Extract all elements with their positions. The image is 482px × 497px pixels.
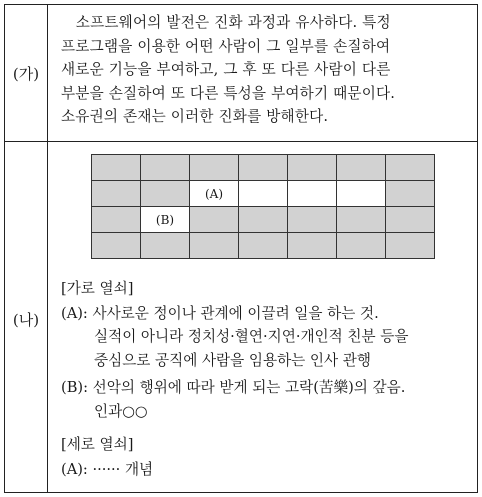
- across-clue-a: (A): 사사로운 정이나 관계에 이끌려 일을 하는 것.: [61, 305, 379, 322]
- across-clue-b-continued: 인과○○: [94, 403, 148, 420]
- passage-text: [61, 11, 473, 129]
- grid-cell-blank: [239, 181, 288, 207]
- grid-cell-shaded: [239, 233, 288, 259]
- grid-cell-blank: [288, 181, 337, 207]
- down-clue-a: (A): ······ 개념: [61, 461, 154, 478]
- row-label-ga: (가): [12, 65, 40, 83]
- grid-row: [92, 207, 435, 233]
- grid-cell-label: (B): [155, 212, 175, 227]
- grid-cell-shaded: [92, 207, 141, 233]
- passage-line: 소유권의 존재는 이러한 진화를 방해한다.: [61, 108, 329, 125]
- grid-cell-shaded: [141, 155, 190, 181]
- across-clue-b: (B): 선악의 행위에 따라 받게 되는 고락(苦樂)의 갚음.: [61, 379, 406, 396]
- grid-cell-shaded: [190, 207, 239, 233]
- grid-cell-shaded: [190, 155, 239, 181]
- grid-cell-blank: [190, 181, 239, 207]
- passage-line: 새로운 기능을 부여하고, 그 후 또 다른 사람이 다른: [61, 61, 391, 78]
- across-clues-heading: [가로 열쇠]: [61, 280, 134, 297]
- grid-cell-shaded: [92, 155, 141, 181]
- grid-cell-shaded: [239, 207, 288, 233]
- grid-cell-shaded: [386, 233, 435, 259]
- grid-cell-shaded: [92, 181, 141, 207]
- crossword-grid: [91, 154, 435, 259]
- grid-cell-blank: [337, 181, 386, 207]
- grid-cell-shaded: [141, 181, 190, 207]
- grid-cell-shaded: [386, 207, 435, 233]
- grid-cell-shaded: [288, 155, 337, 181]
- across-clue-a-continued: 중심으로 공직에 사람을 임용하는 인사 관행: [94, 352, 371, 369]
- document-frame: [4, 4, 478, 493]
- grid-cell-shaded: [239, 155, 288, 181]
- grid-cell-shaded: [386, 155, 435, 181]
- grid-cell-shaded: [190, 233, 239, 259]
- row-divider: [5, 141, 477, 142]
- grid-cell-shaded: [288, 207, 337, 233]
- grid-cell-shaded: [337, 207, 386, 233]
- grid-row: [92, 181, 435, 207]
- passage-line: 프로그램을 이용한 어떤 사람이 그 일부를 손질하여: [61, 37, 391, 55]
- grid-cell-shaded: [337, 155, 386, 181]
- grid-cell-shaded: [141, 233, 190, 259]
- passage-line: 부분을 손질하여 또 다른 특성을 부여하기 때문이다.: [61, 84, 396, 102]
- grid-cell-blank: [141, 207, 190, 233]
- passage-line: 소프트웨어의 발전은 진화 과정과 유사하다. 특정: [61, 14, 391, 31]
- down-clues-heading: [세로 열쇠]: [61, 436, 134, 453]
- grid-cell-shaded: [92, 233, 141, 259]
- grid-cell-shaded: [386, 181, 435, 207]
- grid-cell-shaded: [337, 233, 386, 259]
- across-clue-a-continued: 실적이 아니라 정치성·혈연·지연·개인적 친분 등을: [94, 328, 409, 345]
- row-label-na: (나): [12, 311, 40, 329]
- grid-cell-label: (A): [204, 186, 224, 201]
- grid-cell-shaded: [288, 233, 337, 259]
- label-column-divider: [47, 5, 48, 492]
- grid-row: [92, 233, 435, 259]
- grid-row: [92, 155, 435, 181]
